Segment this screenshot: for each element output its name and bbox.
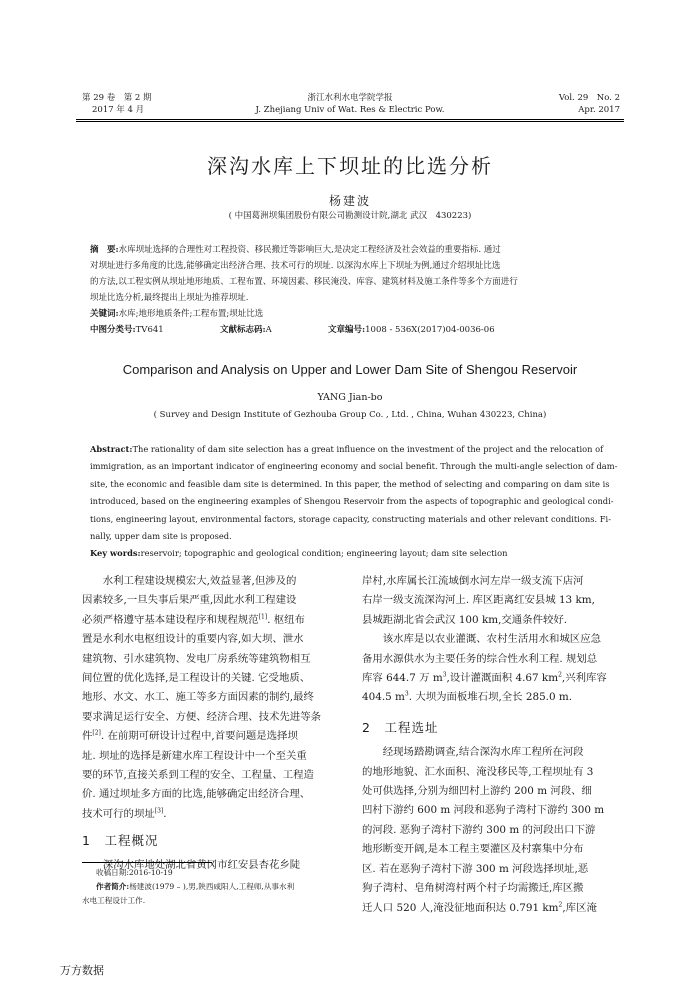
paper-title-cn: 深沟水库上下坝址的比选分析 (207, 154, 493, 178)
body-line: 的地形地貌、汇水面积、淹没移民等,工程坝址有 3 (362, 765, 594, 778)
citation-ref[interactable]: [2] (92, 729, 101, 737)
body-line: 县城距湖北省会武汉 100 km,交通条件较好. (362, 613, 568, 626)
section-title: 工程选址 (384, 719, 439, 735)
body-line: 深沟水库地处湖北省黄冈市红安县杏花乡陡 (82, 858, 301, 871)
body-line: 必须严格遵守基本建设程序和规程规范 (82, 613, 259, 626)
abstract-en-line: nally, upper dam site is proposed. (90, 531, 232, 542)
abstract-cn-label: 摘 要: (90, 245, 119, 255)
abstract-en (90, 441, 620, 563)
body-line: 要求满足运行安全、方便、经济合理、技术先进等条 (82, 710, 321, 723)
body-line-tail: . 枢纽布 (267, 613, 305, 626)
body-line: 地形断变开阔,是本工程主要灌区及村寨集中分布 (362, 843, 584, 856)
body-line: 价. 通过坝址多方面的比选,能够确定出经济合理、 (82, 788, 311, 801)
affiliation-cn: ( 中国葛洲坝集团股份有限公司勘测设计院,湖北 武汉 430223) (228, 211, 472, 221)
section-1-heading (82, 831, 338, 850)
author-bio-cont: 水电工程设计工作. (82, 896, 146, 905)
body-line: 地形、水文、水工、施工等多方面因素的制约,最终 (82, 691, 314, 704)
section-number: 2 (362, 719, 371, 735)
body-line: 岸村,水库属长江流域倒水河左岸一级支流下店河 (362, 575, 584, 587)
body-line: 间位置的优化选择,是工程设计的关键. 它受地质、 (82, 672, 311, 685)
body-line: 右岸一级支流深沟河上. 库区距离红安县城 13 km, (362, 594, 595, 607)
citation-ref[interactable]: [3] (154, 807, 164, 815)
abstract-en-line: tions, engineering layout, environmental factors, storage capacity, constructing materials and other relevant conditions. Fi- (90, 513, 611, 524)
publish-date-en: Apr. 2017 (578, 105, 620, 115)
superscript: 2 (558, 671, 562, 679)
abstract-en-line: The rationality of dam site selection has a great influence on the investment of the project and the relocation of (132, 444, 604, 454)
body-line: 处可供选择,分别为细凹村上游约 200 m 河段、细 (362, 785, 592, 798)
journal-volume-en (559, 92, 620, 116)
keywords-en-label: Key words: (90, 548, 141, 559)
body-line: 置是水利水电枢纽设计的重要内容,如大坝、泄水 (82, 633, 304, 646)
superscript: 2 (558, 901, 563, 909)
footnote-rule (82, 862, 212, 863)
superscript: 3 (442, 671, 447, 679)
body-line: ,兴利库容 (561, 672, 607, 685)
author-cn: 杨建波 (328, 194, 371, 208)
abstract-cn-line: 的方法,以工程实例从坝址地形地质、工程布置、环境因素、移民淹没、库容、建筑材料及施工条件等多个方面进行 (90, 277, 518, 287)
author-bio: 杨建波(1979 – ),男,陕西咸阳人,工程师,从事水利 (129, 882, 295, 891)
abstract-cn-line: 坝址比选分析,最终提出上坝址为推荐坝址. (90, 293, 249, 303)
affiliation-en: ( Survey and Design Institute of Gezhouba Group Co. , Ltd. , China, Wuhan 430223, China) (153, 410, 547, 420)
keywords-en: reservoir; topographic and geological condition; engineering layout; dam site selection (140, 548, 508, 559)
abstract-en-line: introduced, based on the engineering examples of Shengou Reservoir from the aspects of topographic and geological condi- (90, 496, 614, 507)
volume-issue: 第 29 卷 第 2 期 (82, 93, 152, 103)
abstract-en-line: immigration, as an important indicator of engineering economy and social benefit. Through the multi-angle selection of dam- (90, 461, 618, 472)
header-rule-2 (76, 121, 624, 122)
body-line-tail: . 在前期可研设计过程中,首要问题是选择坝 (100, 730, 298, 743)
received-date: 收稿日期:2016-10-19 (96, 868, 173, 877)
body-line: 件 (82, 730, 93, 743)
paper-title-en: Comparison and Analysis on Upper and Lower Dam Site of Shengou Reservoir (122, 362, 578, 377)
article-number-label: 文章编号: (328, 325, 366, 335)
section-title: 工程概况 (104, 833, 159, 849)
citation-ref[interactable]: [1] (258, 613, 268, 621)
doc-code: A (265, 325, 272, 335)
body-line: 建筑物、引水建筑物、发电厂房系统等建筑物相互 (82, 652, 311, 665)
author-bio-label: 作者简介: (96, 882, 130, 891)
header-rule (76, 119, 624, 120)
body-line: 迁人口 520 人,淹没征地面积达 0.791 km (362, 901, 559, 914)
body-line: . 大坝为面板堆石坝,全长 285.0 m. (408, 691, 573, 704)
article-number: 1008 - 536X(2017)04-0036-06 (365, 325, 495, 335)
volume-issue-en: Vol. 29 No. 2 (558, 93, 620, 103)
body-line-tail: . (163, 807, 167, 820)
publish-date: 2017 年 4 月 (92, 105, 145, 115)
body-line: 404.5 m (362, 691, 405, 704)
section-number: 1 (82, 833, 91, 849)
body-line: 凹村下游约 600 m 河段和恶狗子湾村下游约 300 m (362, 804, 605, 817)
keywords-cn: 水库;地形地质条件;工程布置;坝址比选 (118, 309, 264, 319)
body-line: 要的环节,直接关系到工程的安全、工程量、工程造 (82, 769, 314, 782)
superscript: 3 (404, 690, 409, 698)
body-line: 备用水源供水为主要任务的综合性水利工程. 规划总 (362, 652, 598, 665)
body-line: ,库区淹 (562, 901, 597, 914)
journal-name-cn: 浙江水利水电学院学报 (307, 93, 393, 103)
body-line: 狗子湾村、皂角树湾村两个村子均需搬迁,库区搬 (362, 882, 584, 895)
clc-label: 中图分类号: (90, 325, 136, 335)
body-line: 经现场踏勘调查,结合深沟水库工程所在河段 (362, 746, 584, 759)
body-line: 区. 若在恶狗子湾村下游 300 m 河段选择坝址,恶 (362, 862, 589, 875)
body-line: 库容 644.7 万 m (362, 672, 443, 685)
body-line: 技术可行的坝址 (82, 807, 155, 820)
body-line: ,设计灌溉面积 4.67 km (446, 672, 559, 685)
body-line: 水利工程建设规模宏大,效益显著,但涉及的 (82, 575, 297, 587)
abstract-cn-line: 对坝址进行多角度的比选,能够确定出经济合理、技术可行的坝址. 以深沟水库上下坝址为例,通过介绍坝址比选 (90, 261, 501, 271)
body-line: 因素较多,一旦失事后果严重,因此水利工程建设 (82, 594, 297, 607)
abstract-cn-line: 水库坝址选择的合理性对工程投资、移民搬迁等影响巨大,是决定工程经济及社会效益的重要指标. 通过 (118, 245, 501, 255)
footnote (82, 866, 347, 908)
left-column (82, 572, 338, 875)
author-en: YANG Jian-bo (317, 392, 383, 403)
right-column (362, 572, 622, 918)
keywords-cn-label: 关键词: (90, 309, 119, 319)
clc-number: TV641 (135, 325, 164, 335)
journal-name-en: J. Zhejiang Univ of Wat. Res & Electric Pow. (255, 105, 445, 115)
footer-watermark: 万方数据 (60, 964, 104, 977)
doc-code-label: 文献标志码: (220, 325, 266, 335)
abstract-en-line: site, the economic and feasible dam site is determined. In this paper, the method of selecting and comparing on dam site is (90, 478, 610, 489)
body-line: 的河段. 恶狗子湾村下游约 300 m 的河段出口下游 (362, 823, 596, 836)
abstract-cn (90, 242, 620, 338)
section-2-heading (362, 718, 622, 737)
body-line: 该水库是以农业灌溉、农村生活用水和城区应急 (362, 633, 601, 646)
abstract-en-label: Abstract: (90, 444, 133, 454)
body-line: 址. 坝址的选择是新建水库工程设计中一个至关重 (82, 749, 307, 762)
